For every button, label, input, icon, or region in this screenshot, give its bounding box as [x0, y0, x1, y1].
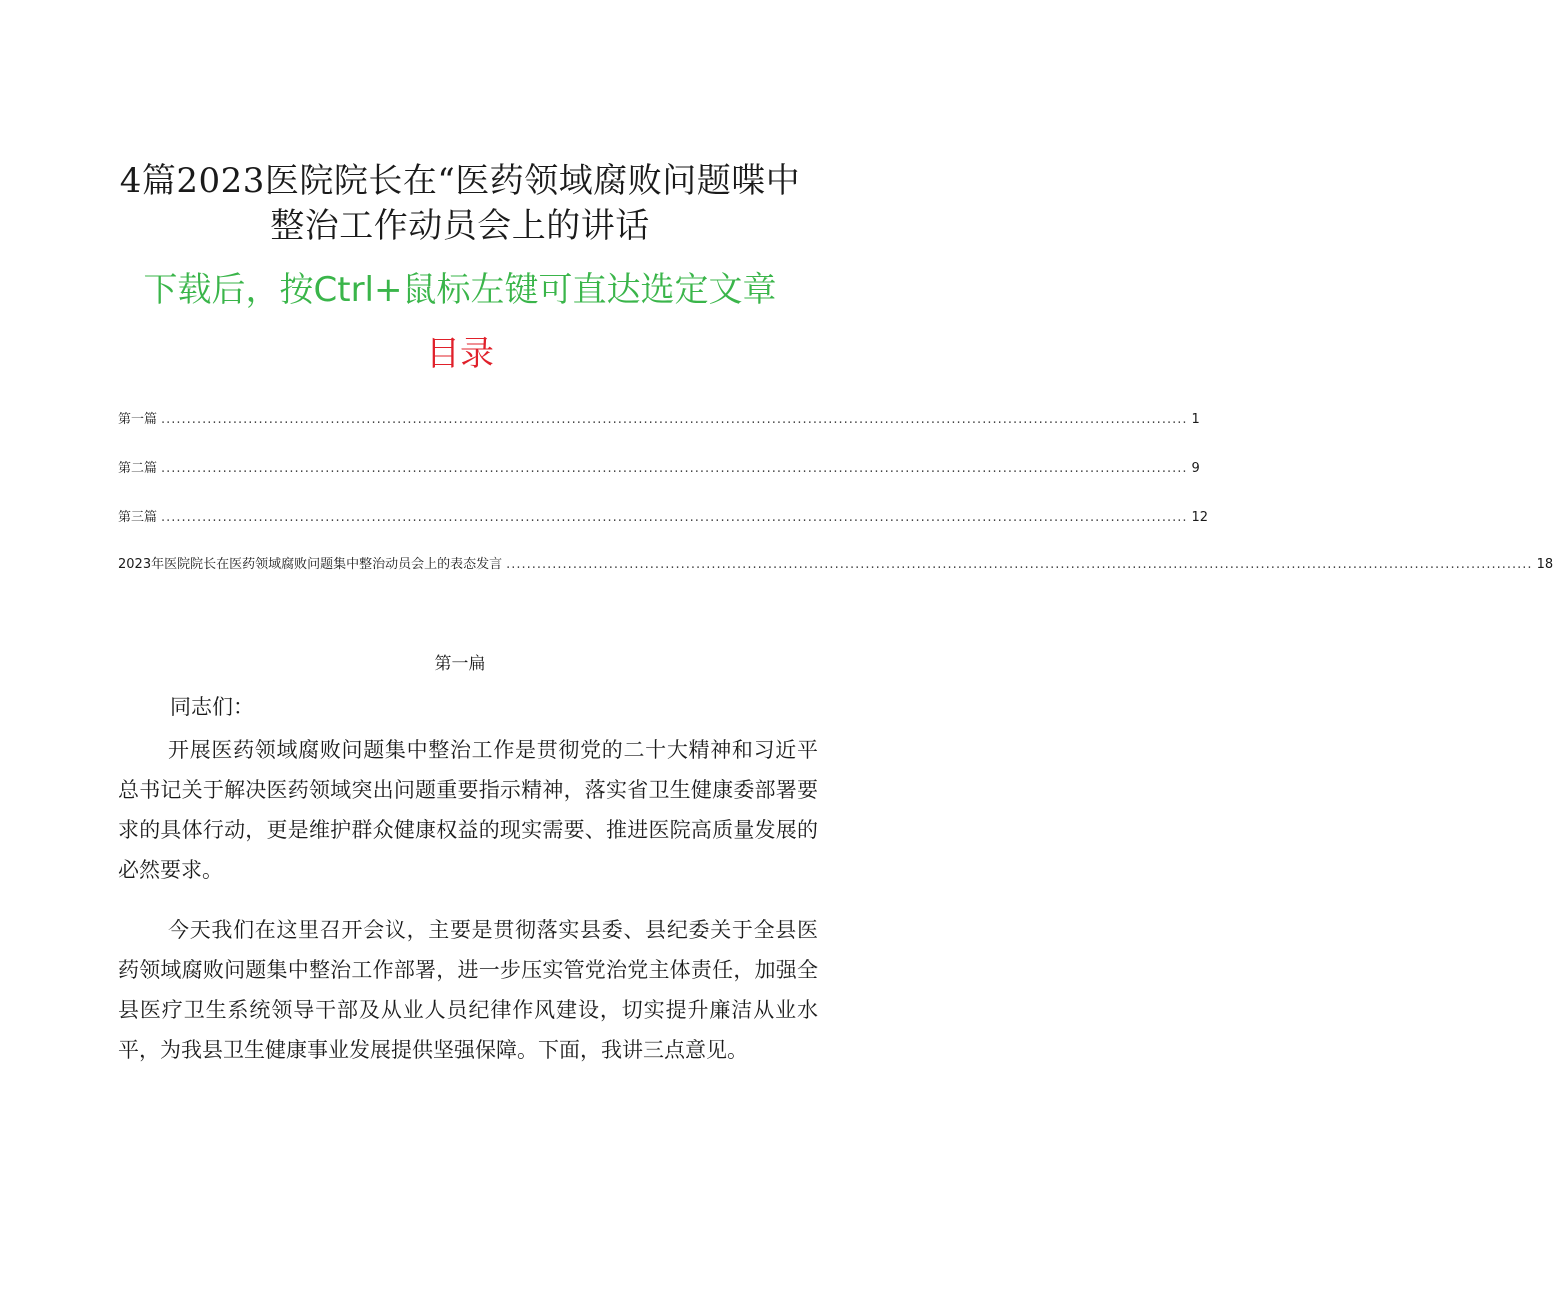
toc-heading: 目录	[426, 334, 494, 374]
toc-leader-dots: ........................................................................................................................................................................................................	[161, 510, 1188, 525]
toc-leader-dots: ........................................................................................................................................................................................................	[161, 461, 1188, 476]
toc-entry-label: 2023年医院院长在医药领域腐败问题集中整治动员会上的表态发言	[118, 557, 503, 572]
toc-entry-2[interactable]	[118, 457, 1200, 477]
toc-entry-page: 12	[1191, 510, 1209, 525]
toc-entry-label: 第三篇	[118, 510, 158, 525]
greeting: 同志们：	[170, 695, 254, 719]
toc-entry-page: 18	[1536, 557, 1553, 572]
body-paragraph-2: 今天我们在这里召开会议，主要是贯彻落实县委、县纪委关于全县医药领域腐败问题集中整治工作部署，进一步压实管党治党主体责任，加强全县医疗卫生系统领导干部及从业人员纪律作风建设，切实提升廉洁从业水平，为我县卫生健康事业发展提供坚强保障。下面，我讲三点意见。	[118, 918, 818, 1062]
table-of-contents	[118, 408, 1553, 573]
toc-entry-4[interactable]	[118, 553, 1553, 573]
section-heading: 第一扁	[434, 654, 486, 674]
toc-leader-dots: ........................................................................................................................................................................................................	[161, 412, 1188, 427]
download-instruction: 下载后，按Ctrl+鼠标左键可直达选定文章	[143, 270, 777, 310]
toc-entry-3[interactable]	[118, 506, 1209, 526]
toc-entry-1[interactable]	[118, 408, 1200, 428]
document-title-line-2: 整治工作动员会上的讲话	[270, 206, 650, 246]
toc-entry-page: 1	[1191, 412, 1200, 427]
body-paragraph-1: 开展医药领域腐败问题集中整治工作是贯彻党的二十大精神和习近平总书记关于解决医药领域突出问题重要指示精神，落实省卫生健康委部署要求的具体行动，更是维护群众健康权益的现实需要、推进医院高质量发展的必然要求。	[118, 738, 818, 882]
toc-entry-label: 第一篇	[118, 412, 158, 427]
document-title-line-1: 4篇2023医院院长在“医药领域腐败问题喋中	[119, 161, 801, 201]
toc-entry-label: 第二篇	[118, 461, 158, 476]
toc-entry-page: 9	[1191, 461, 1200, 476]
toc-leader-dots: ........................................................................................................................................................................................................	[506, 557, 1533, 572]
